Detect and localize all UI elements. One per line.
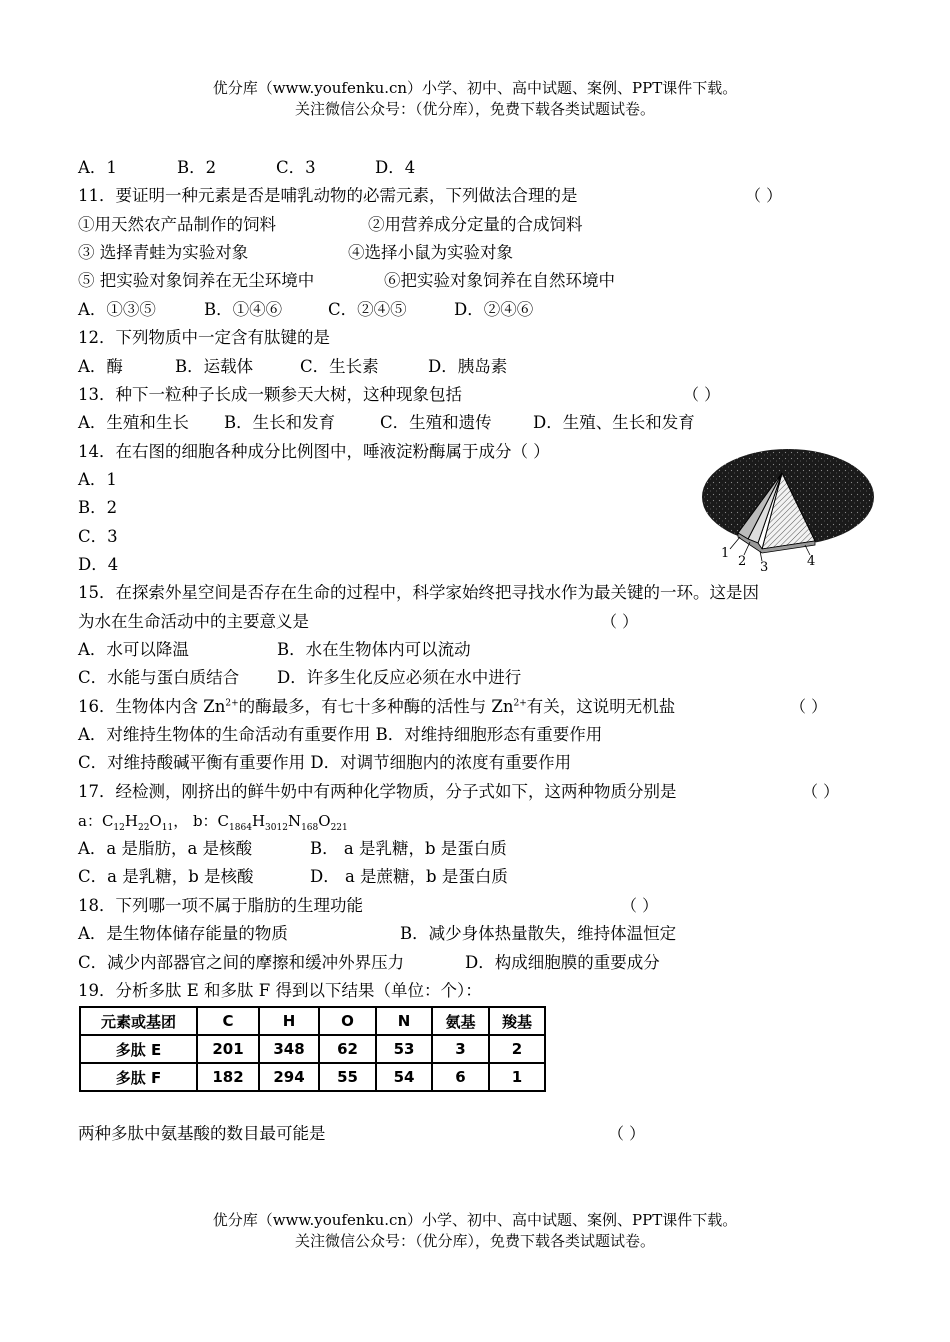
table-cell: 1	[489, 1063, 545, 1091]
formula-a-o-count: 11	[161, 823, 174, 833]
table-header-cell: 氨基	[432, 1007, 489, 1035]
q16-sup-1: 2+	[225, 698, 239, 709]
q19-answer-paren: （ ）	[608, 1124, 646, 1143]
q11-item-6: ⑥把实验对象饲养在自然环境中	[384, 271, 615, 290]
q15-options-row-1	[78, 640, 471, 660]
q15-option-a: A．水可以降温	[78, 640, 189, 659]
q11-answer-paren: （ ）	[745, 186, 783, 205]
q13-answer-paren: （ ）	[683, 385, 721, 404]
q15-stem-line-1: 15．在探索外星空间是否存在生命的过程中，科学家始终把寻找水作为最关键的一环。这是因	[78, 583, 759, 602]
q11-item-4: ④选择小鼠为实验对象	[348, 243, 513, 262]
q11-items-row-3	[78, 271, 615, 291]
q13-option-b: B．生长和发育	[224, 413, 336, 432]
page-footer	[0, 1210, 950, 1252]
q11-option-d: D．②④⑥	[454, 300, 534, 319]
table-cell: 55	[319, 1063, 376, 1091]
pie-label-3: 3	[760, 560, 769, 575]
q11-option-a: A．①③⑤	[78, 300, 156, 319]
q10-option-d: D．4	[375, 158, 416, 177]
formula-b-o: O	[318, 812, 331, 830]
formula-b-n-count: 168	[301, 823, 319, 833]
q10-option-a: A．1	[78, 158, 117, 177]
table-row	[80, 1035, 545, 1063]
pie-label-4: 4	[807, 554, 816, 569]
q14-option-d: D．4	[78, 555, 119, 574]
q16-sup-2: 2+	[513, 698, 527, 709]
q16-answer-paren: （ ）	[790, 697, 828, 716]
table-header-row	[80, 1007, 545, 1035]
table-cell: 54	[376, 1063, 432, 1091]
q17-formulas	[78, 811, 348, 831]
q13-options	[78, 413, 695, 433]
formula-a-h: H	[124, 812, 138, 830]
q18-options-row-2	[78, 953, 660, 973]
q17-option-b: B． a 是乳糖，b 是蛋白质	[310, 839, 507, 858]
table-cell: 53	[376, 1035, 432, 1063]
formula-b-h: H	[251, 812, 266, 830]
formula-b-n: N	[287, 812, 302, 830]
q15-option-d: D．许多生化反应必须在水中进行	[277, 668, 522, 687]
q16-stem-part-1: 16．生物体内含 Zn	[78, 697, 226, 716]
q16-options-row-2: C．对维持酸碱平衡有重要作用 D．对调节细胞内的浓度有重要作用	[78, 753, 572, 772]
q11-item-5: ⑤ 把实验对象饲养在无尘环境中	[78, 271, 315, 290]
table-header-cell: 羧基	[489, 1007, 545, 1035]
q13-option-d: D．生殖、生长和发育	[533, 413, 695, 432]
q17-stem: 17．经检测，刚挤出的鲜牛奶中有两种化学物质，分子式如下，这两种物质分别是	[78, 782, 677, 801]
q12-option-b: B．运载体	[175, 357, 254, 376]
q18-stem: 18．下列哪一项不属于脂肪的生理功能	[78, 896, 363, 915]
q14-stem: 14．在右图的细胞各种成分比例图中，唾液淀粉酶属于成分（ ）	[78, 442, 550, 461]
q19-question: 两种多肽中氨基酸的数目最可能是	[78, 1124, 326, 1143]
q13-option-c: C．生殖和遗传	[380, 413, 492, 432]
q17-option-a: A．a 是脂肪，a 是核酸	[78, 839, 253, 858]
header-line-1: 优分库（www.youfenku.cn）小学、初中、高中试题、案例、PPT课件下载。	[212, 79, 738, 97]
table-cell: 62	[319, 1035, 376, 1063]
q16-stem-part-3: 有关，这说明无机盐	[526, 697, 676, 716]
q12-options	[78, 357, 507, 377]
q13-stem: 13．种下一粒种子长成一颗参天大树，这种现象包括	[78, 385, 462, 404]
q11-items-row-2	[78, 243, 513, 263]
table-header-cell: 元素或基团	[80, 1007, 197, 1035]
table-cell: 2	[489, 1035, 545, 1063]
table-cell: 201	[197, 1035, 259, 1063]
q14-option-b: B．2	[78, 498, 118, 517]
formula-b-c: ， b：C	[173, 812, 230, 830]
q10-option-b: B．2	[177, 158, 217, 177]
q11-item-2: ②用营养成分定量的合成饲料	[368, 215, 583, 234]
peptide-analysis-table	[79, 1006, 546, 1092]
q11-options	[78, 300, 533, 320]
q17-answer-paren: （ ）	[802, 782, 840, 801]
formula-b-o-count: 221	[330, 823, 348, 833]
footer-line-2: 关注微信公众号：（优分库），免费下载各类试题试卷。	[294, 1232, 655, 1250]
q16-stem-part-2: 的酶最多，有七十多种酶的活性与 Zn	[238, 697, 514, 716]
q18-options-row-1	[78, 924, 676, 944]
formula-a-h-count: 22	[137, 823, 150, 833]
pie-label-2: 2	[738, 554, 747, 569]
q14-option-a: A．1	[78, 470, 117, 489]
table-cell: 6	[432, 1063, 489, 1091]
q15-answer-paren: （ ）	[601, 612, 639, 631]
q12-stem: 12．下列物质中一定含有肽键的是	[78, 328, 330, 347]
formula-a-o: O	[149, 812, 162, 830]
q11-item-1: ①用天然农产品制作的饲料	[78, 215, 276, 234]
q12-option-a: A．酶	[78, 357, 123, 376]
pie-label-1: 1	[721, 546, 730, 561]
q14-option-c: C．3	[78, 527, 118, 546]
q18-option-d: D．构成细胞膜的重要成分	[465, 953, 660, 972]
q17-options-row-2	[78, 867, 508, 887]
cell-composition-pie-figure	[700, 445, 875, 575]
table-header-cell: C	[197, 1007, 259, 1035]
q10-options	[78, 158, 415, 178]
table-header-cell: H	[259, 1007, 319, 1035]
table-row	[80, 1063, 545, 1091]
q10-option-c: C．3	[276, 158, 316, 177]
formula-a-c: a：C	[78, 812, 114, 830]
q15-stem-line-2: 为水在生命活动中的主要意义是	[78, 612, 309, 631]
table-cell: 多肽 F	[80, 1063, 197, 1091]
q18-answer-paren: （ ）	[621, 896, 659, 915]
q11-option-c: C．②④⑤	[328, 300, 407, 319]
q12-option-c: C．生长素	[300, 357, 379, 376]
formula-b-h-count: 3012	[265, 823, 288, 833]
q15-option-b: B．水在生物体内可以流动	[277, 640, 471, 659]
table-cell: 348	[259, 1035, 319, 1063]
q18-option-a: A．是生物体储存能量的物质	[78, 924, 288, 943]
formula-b-c-count: 1864	[229, 823, 252, 833]
footer-line-1: 优分库（www.youfenku.cn）小学、初中、高中试题、案例、PPT课件下载。	[212, 1211, 738, 1229]
q19-stem: 19．分析多肽 E 和多肽 F 得到以下结果（单位：个）：	[78, 981, 482, 1000]
q15-option-c: C．水能与蛋白质结合	[78, 668, 240, 687]
table-header-cell: O	[319, 1007, 376, 1035]
q12-option-d: D．胰岛素	[428, 357, 508, 376]
q17-options-row-1	[78, 839, 507, 859]
page-header	[0, 78, 950, 120]
formula-a-c-count: 12	[113, 823, 125, 833]
q17-option-d: D． a 是蔗糖，b 是蛋白质	[310, 867, 508, 886]
table-header-cell: N	[376, 1007, 432, 1035]
q17-option-c: C．a 是乳糖，b 是核酸	[78, 867, 254, 886]
q16-stem	[78, 697, 675, 717]
q15-options-row-2	[78, 668, 521, 688]
q18-option-c: C．减少内部器官之间的摩擦和缓冲外界压力	[78, 953, 405, 972]
q11-item-3: ③ 选择青蛙为实验对象	[78, 243, 249, 262]
q11-option-b: B．①④⑥	[204, 300, 283, 319]
q13-option-a: A．生殖和生长	[78, 413, 189, 432]
q11-items-row-1	[78, 215, 583, 235]
q11-stem: 11．要证明一种元素是否是哺乳动物的必需元素，下列做法合理的是	[78, 186, 578, 205]
q16-options-row-1: A．对维持生物体的生命活动有重要作用 B．对维持细胞形态有重要作用	[78, 725, 603, 744]
table-cell: 多肽 E	[80, 1035, 197, 1063]
table-cell: 3	[432, 1035, 489, 1063]
q18-option-b: B．减少身体热量散失，维持体温恒定	[400, 924, 677, 943]
table-cell: 182	[197, 1063, 259, 1091]
header-line-2: 关注微信公众号：（优分库），免费下载各类试题试卷。	[294, 100, 655, 118]
table-cell: 294	[259, 1063, 319, 1091]
label-leader-1	[730, 537, 740, 549]
